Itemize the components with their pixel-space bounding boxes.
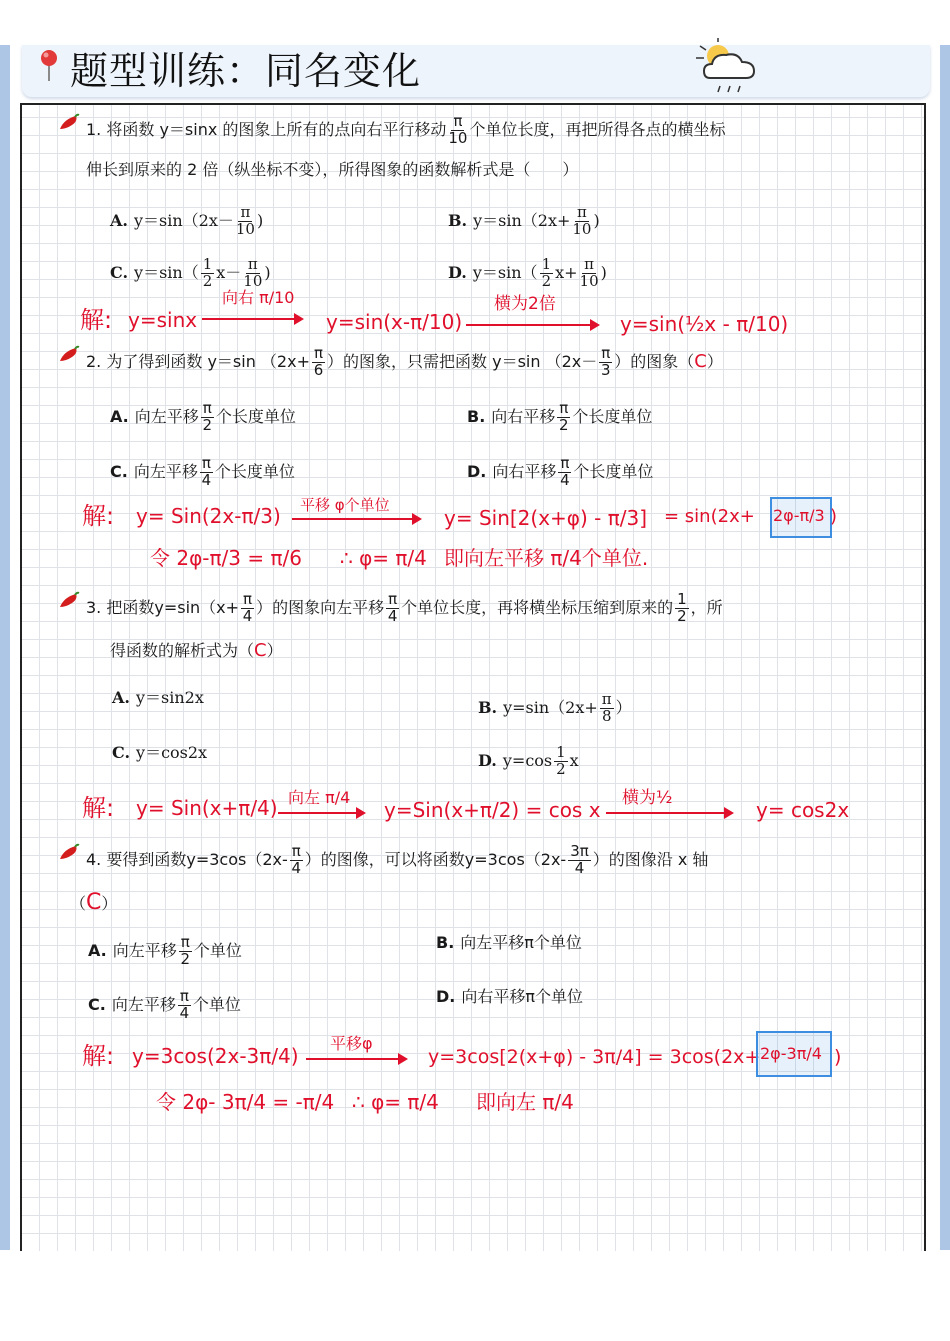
- q1-stem-line2: 伸长到原来的 2 倍（纵坐标不变），所得图象的函数解析式是（ ）: [86, 160, 579, 179]
- q2-arrow: [292, 518, 420, 520]
- q2-stem: 2. 为了得到函数 y＝sin （2x+ $\frac{\pi}{6}$ ）的图象，只需把函数 y＝sin （2x－ $\frac{\pi}{3}$ ）的图象（C）: [86, 344, 723, 379]
- q4-arrow: [306, 1058, 406, 1060]
- right-margin-bar: [940, 45, 950, 1250]
- sun-cloud-rain-icon: [688, 38, 768, 98]
- q3-arrow1-label: 向左 π/4: [288, 788, 351, 807]
- pin-icon: [36, 48, 62, 82]
- q1-solution-step1: y=sinx: [128, 308, 198, 332]
- q2-solution-step2: y= Sin[2(x+φ) - π/3]: [444, 506, 648, 530]
- q1-stem-line1: 1. 将函数 y＝sinx 的图象上所有的点向右平行移动 $\frac{\pi}{10}$ 个单位长度，再把所得各点的横坐标: [86, 112, 726, 147]
- q4-solution-step2: y=3cos[2(x+φ) - 3π/4] = 3cos(2x+: [428, 1046, 761, 1068]
- q1-arrow2: [466, 324, 598, 326]
- q2-arrow-label: 平移 φ个单位: [300, 496, 390, 514]
- chili-icon: [58, 843, 80, 861]
- q4-solution-line2-b: ∴ φ= π/4: [352, 1090, 439, 1114]
- q4-solution-line2-a: 令 2φ- 3π/4 = -π/4: [156, 1090, 335, 1114]
- q2-option-c: C. 向左平移 $\frac{\pi}{4}$ 个长度单位: [110, 454, 295, 489]
- q2-solution-label: 解:: [82, 502, 115, 530]
- q2-solution-line2-c: 即向左平移 π/4个单位.: [444, 546, 649, 570]
- q4-option-b: B. 向左平移π个单位: [436, 933, 582, 952]
- q3-arrow1: [278, 812, 364, 814]
- q2-solution-line2-b: ∴ φ= π/4: [340, 546, 427, 570]
- q4-stem-line2: （C）: [70, 890, 118, 915]
- q4-boxed-expression: 2φ-3π/4: [760, 1044, 822, 1063]
- q4-option-d: D. 向右平移π个单位: [436, 987, 583, 1006]
- q4-option-c: C. 向左平移 $\frac{\pi}{4}$ 个单位: [88, 987, 241, 1022]
- q1-option-b: B. y＝sin（2x+ $\frac{\pi}{10}$ ): [448, 203, 600, 238]
- q2-solution-step3: = sin(2x+: [664, 506, 755, 527]
- q3-solution-step2: y=Sin(x+π/2) = cos x: [384, 798, 601, 822]
- q3-handwritten-answer: C: [254, 640, 267, 661]
- q3-option-b: B. y=sin（2x+ $\frac{\pi}{8}$ ）: [478, 690, 632, 725]
- q3-solution-step1: y= Sin(x+π/4): [136, 796, 278, 820]
- q1-option-c: C. y＝sin（ $\frac{1}{2}$ x－ $\frac{\pi}{10}$ ): [110, 255, 271, 290]
- q2-close-paren: ): [830, 506, 838, 527]
- q1-arrow2-label: 横为2倍: [494, 294, 556, 314]
- q4-option-a: A. 向左平移 $\frac{\pi}{2}$ 个单位: [88, 933, 242, 968]
- q4-handwritten-answer: C: [86, 890, 102, 915]
- q3-option-d: D. y=cos $\frac{1}{2}$ x: [478, 743, 579, 778]
- left-margin-bar: [0, 45, 10, 1250]
- q3-arrow2-label: 横为½: [622, 788, 673, 808]
- q1-arrow1-label: 向右 π/10: [222, 288, 295, 307]
- q1-solution-step3: y=sin(½x - π/10): [620, 312, 789, 336]
- chili-icon: [58, 345, 80, 363]
- q1-solution-step2: y=sin(x-π/10): [326, 310, 463, 334]
- q2-option-a: A. 向左平移 $\frac{\pi}{2}$ 个长度单位: [110, 399, 296, 434]
- q3-option-a: A. y＝sin2x: [112, 688, 204, 707]
- q2-handwritten-answer: C: [694, 350, 707, 372]
- q3-solution-step3: y= cos2x: [756, 798, 850, 822]
- q3-arrow2: [606, 812, 732, 814]
- q4-solution-step1: y=3cos(2x-3π/4): [132, 1044, 299, 1068]
- q4-stem-line1: 4. 要得到函数y=3cos（2x- $\frac{\pi}{4}$ ）的图像，可以将函数y=3cos（2x- $\frac{3\pi}{4}$ ）的图像沿 x 轴: [86, 842, 709, 877]
- page-title: 题型训练：同名变化: [70, 49, 422, 93]
- q3-option-c: C. y＝cos2x: [112, 743, 208, 762]
- q1-arrow1: [202, 318, 302, 320]
- q3-stem-line2: 得函数的解析式为（C）: [110, 640, 283, 661]
- q1-option-d: D. y＝sin（ $\frac{1}{2}$ x+ $\frac{\pi}{10}$ ): [448, 255, 607, 290]
- chili-icon: [58, 113, 80, 131]
- q3-solution-label: 解:: [82, 794, 115, 822]
- q3-stem-line1: 3. 把函数y=sin（x+ $\frac{\pi}{4}$ ）的图象向左平移 $\frac{\pi}{4}$ 个单位长度，再将横坐标压缩到原来的 $\frac{1}{2}$ ，所: [86, 590, 723, 625]
- q2-boxed-expression: 2φ-π/3: [773, 506, 825, 525]
- q4-close-paren: ): [834, 1046, 842, 1068]
- q4-solution-line2-c: 即向左 π/4: [476, 1090, 574, 1114]
- q2-solution-line2-a: 令 2φ-π/3 = π/6: [150, 546, 302, 570]
- q1-option-a: A. y＝sin（2x－ $\frac{\pi}{10}$ ): [110, 203, 264, 238]
- q4-solution-label: 解:: [82, 1042, 115, 1070]
- q1-solution-label: 解:: [80, 306, 113, 334]
- q4-arrow-label: 平移φ: [330, 1034, 373, 1053]
- q2-option-d: D. 向右平移 $\frac{\pi}{4}$ 个长度单位: [467, 454, 654, 489]
- chili-icon: [58, 591, 80, 609]
- q2-solution-step1: y= Sin(2x-π/3): [136, 504, 281, 528]
- q2-option-b: B. 向右平移 $\frac{\pi}{2}$ 个长度单位: [467, 399, 653, 434]
